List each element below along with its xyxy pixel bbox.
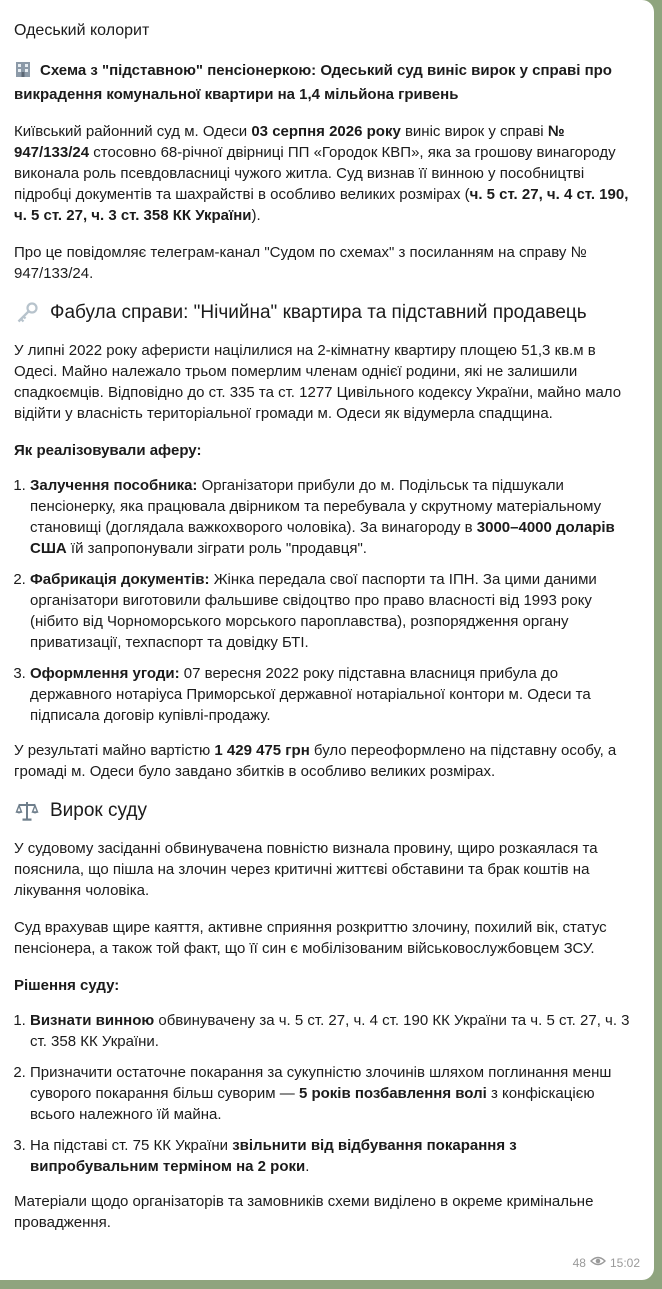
message-meta <box>573 1253 640 1274</box>
section-title-verdict: Вирок суду <box>14 798 640 824</box>
result-paragraph: У результаті майно вартістю 1 429 475 грн було переоформлено на підставну особу, а громаді м. Одеси було завдано збитків в особливо великих розмірах. <box>14 742 617 780</box>
intro-paragraph: Київський районний суд м. Одеси 03 серпня 2026 року виніс вирок у справі № 947/133/24 стосовно 68-річної двірниці ПП «Городок КВП», яка за грошову винагороду виконала роль псевдовласниці чужого житла. Суд визнав її винною у пособництві підробці документів та шахрайстві в особливо великих розмірах (ч. 5 ст. 27, ч. 4 ст. 190, ч. 5 ст. 27, ч. 3 ст. 358 КК України). <box>14 123 629 224</box>
list-item: 3. На підставі ст. 75 КК України звільнити від відбування покарання з випробувальним терміном на 2 роки. <box>30 1135 640 1177</box>
section-title-case: Фабула справи: "Нічийна" квартира та підставний продавець <box>14 300 640 326</box>
decision-list <box>14 1010 640 1177</box>
scales-icon <box>14 798 40 824</box>
list-item: 1. Залучення пособника: Організатори прибули до м. Подільськ та підшукали пенсіонерку, яка працювала двірником та перебувала у скрутному матеріальному становищі (доглядала важкохворого чоловіка). За винагороду в 3000–4000 доларів США їй запропонували зіграти роль "продавця". <box>30 475 640 559</box>
scheme-list <box>14 475 640 726</box>
channel-name[interactable]: Одеський колорит <box>14 22 150 39</box>
list-item: 2. Фабрикація документів: Жінка передала свої паспорти та ІПН. За цими даними організатори виготовили фальшиве свідоцтво про право власності від 1993 року (нібито від Чорноморського морського пароплавства), розпорядження органу приватизації, техпаспорт та довідку БТІ. <box>30 569 640 653</box>
decision-list-title: Рішення суду: <box>14 977 120 994</box>
list-item: 1. Визнати винною обвинувачену за ч. 5 ст. 27, ч. 4 ст. 190 КК України та ч. 5 ст. 27, ч. 3 ст. 358 КК України. <box>30 1010 640 1052</box>
post-headline: Схема з "підставною" пенсіонеркою: Одеський суд виніс вирок у справі про викрадення комунальної квартири на 1,4 мільйона гривень <box>14 62 612 103</box>
building-icon <box>14 60 32 84</box>
key-icon <box>14 300 40 326</box>
views-count: 48 <box>572 1256 586 1270</box>
scheme-list-title: Як реалізовували аферу: <box>14 442 202 459</box>
list-item: 2. Призначити остаточне покарання за сукупністю злочинів шляхом поглинання менш суворого покарання більш суворим — 5 років позбавлення волі з конфіскацією всього належного їй майна. <box>30 1062 640 1125</box>
list-item: 3. Оформлення угоди: 07 вересня 2022 року підставна власниця прибула до державного нотаріуса Приморської державної нотаріальної контори м. Одеси та підписала договір купівлі-продажу. <box>30 663 640 726</box>
closing-paragraph: Матеріали щодо організаторів та замовників схеми виділено в окреме кримінальне провадження. <box>14 1193 594 1231</box>
verdict-paragraph-1: У судовому засіданні обвинувачена повністю визнала провину, щиро розкаялася та пояснила, що пішла на злочин через критичні життєві обставини та брак коштів на лікування чоловіка. <box>14 840 598 899</box>
case-paragraph: У липні 2022 року аферисти націлилися на 2-кімнатну квартиру площею 51,3 кв.м в Одесі. Майно належало трьом померлим членам однієї родини, які не залишили спадкоємців. Відповідно до ст. 335 та ст. 1277 Цивільного кодексу України, майно мало відійти у власність територіальної громади м. Одеси як відумерла спадщина. <box>14 342 622 422</box>
eye-icon <box>590 1253 606 1274</box>
verdict-paragraph-2: Суд врахував щире каяття, активне сприяння розкриттю злочину, похилий вік, статус пенсіонера, а також той факт, що її син є мобілізованим військовослужбовцем ЗСУ. <box>14 919 607 957</box>
source-paragraph: Про це повідомляє телеграм-канал "Судом по схемах" з посиланням на справу № 947/133/24. <box>14 244 587 282</box>
message-time: 15:02 <box>609 1256 640 1270</box>
